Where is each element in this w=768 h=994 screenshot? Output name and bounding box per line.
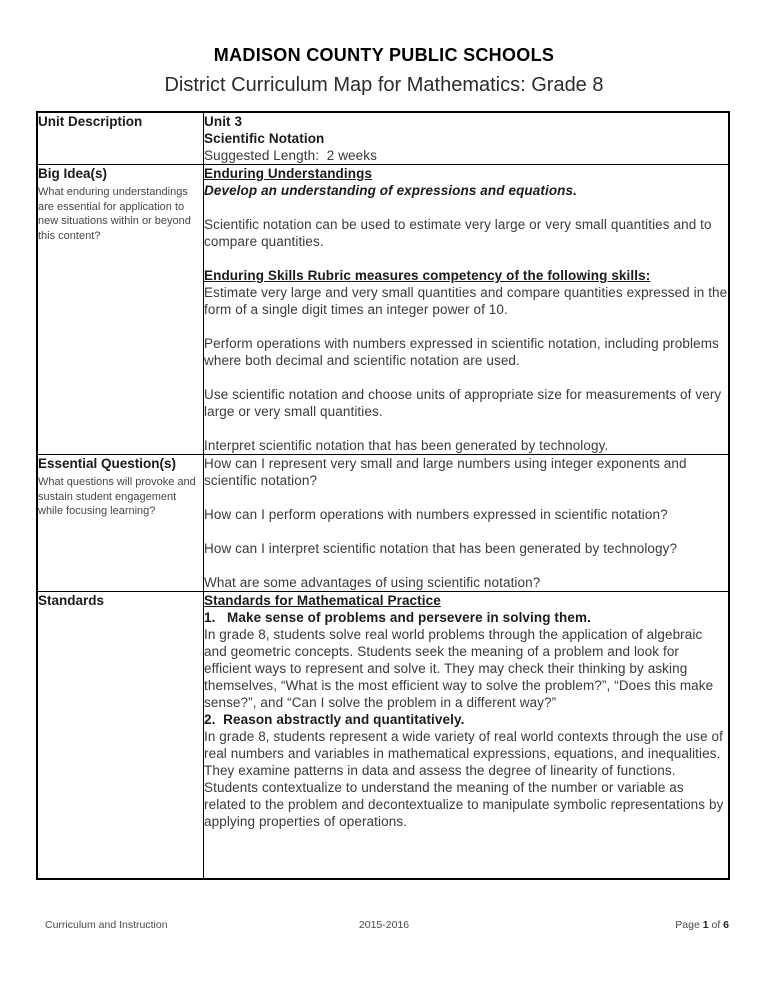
table-row-standards bbox=[37, 592, 729, 880]
row-content-cell bbox=[204, 455, 730, 592]
paragraph: Enduring Skills Rubric measures competency of the following skills: bbox=[204, 268, 651, 283]
paragraph: How can I interpret scientific notation that has been generated by technology? bbox=[204, 541, 678, 556]
row-note: What enduring understandings are essential for application to new situations within or beyond this content? bbox=[38, 186, 191, 242]
row-label-cell bbox=[37, 592, 204, 880]
paragraph: Enduring Understandings bbox=[204, 166, 373, 181]
paragraph: Scientific Notation bbox=[204, 131, 325, 146]
row-content-cell bbox=[204, 165, 730, 455]
row-label: Unit Description bbox=[38, 114, 143, 129]
paragraph: Interpret scientific notation that has been generated by technology. bbox=[204, 438, 609, 453]
paragraph: Use scientific notation and choose units of appropriate size for measurements of very large or very small quantities. bbox=[204, 387, 726, 419]
paragraph-spacer bbox=[204, 250, 728, 267]
paragraph-spacer bbox=[204, 318, 728, 335]
table-row-big-ideas bbox=[37, 165, 729, 455]
row-note: What questions will provoke and sustain student engagement while focusing learning? bbox=[38, 476, 196, 517]
footer-page-indicator bbox=[675, 919, 729, 932]
paragraph: Suggested Length: 2 weeks bbox=[204, 148, 377, 163]
row-content bbox=[204, 592, 728, 878]
paragraph: How can I perform operations with numbers expressed in scientific notation? bbox=[204, 507, 668, 522]
paragraph-spacer bbox=[204, 420, 728, 437]
row-content-cell bbox=[204, 592, 730, 880]
paragraph-spacer bbox=[204, 557, 728, 574]
paragraph: Estimate very large and very small quantities and compare quantities expressed in the form of a single digit times an integer power of 10. bbox=[204, 285, 732, 317]
row-label-cell bbox=[37, 112, 204, 165]
footer-of-label: of bbox=[708, 919, 724, 931]
footer-center-text: 2015-2016 bbox=[358, 919, 410, 931]
row-label: Big Idea(s) bbox=[38, 166, 108, 181]
paragraph: What are some advantages of using scientific notation? bbox=[204, 575, 541, 590]
paragraph: 1. Make sense of problems and persevere in solving them. bbox=[204, 610, 591, 625]
row-label-cell bbox=[37, 165, 204, 455]
curriculum-table bbox=[36, 111, 730, 880]
document-title: MADISON COUNTY PUBLIC SCHOOLS bbox=[213, 45, 555, 65]
paragraph: 2. Reason abstractly and quantitatively. bbox=[204, 712, 465, 727]
footer-page-number: 1 bbox=[702, 919, 709, 931]
paragraph: Unit 3 bbox=[204, 114, 243, 129]
paragraph-spacer bbox=[204, 199, 728, 216]
row-content-cell bbox=[204, 112, 730, 165]
row-label: Essential Question(s) bbox=[38, 456, 177, 471]
paragraph: In grade 8, students represent a wide variety of real world contexts through the use of real numbers and variables in mathematical expressions, equations, and inequalities. They examine patterns in data and assess the degree of linearity of functions. Students contextualize to understand the meaning of the number or variable as related to the problem and decontextualize to manipulate symbolic representations by applying properties of operations. bbox=[204, 729, 728, 829]
paragraph: Develop an understanding of expressions and equations. bbox=[204, 183, 577, 198]
row-content bbox=[204, 455, 728, 591]
paragraph: Scientific notation can be used to estimate very large or very small quantities and to compare quantities. bbox=[204, 217, 716, 249]
footer-left-text: Curriculum and Instruction bbox=[45, 919, 168, 931]
paragraph-spacer bbox=[204, 489, 728, 506]
table-row-unit-description bbox=[37, 112, 729, 165]
paragraph: In grade 8, students solve real world problems through the application of algebraic and geometric concepts. Students seek the meaning of a problem and look for efficient ways to represent and solve it. They may check their thinking by asking themselves, “What is the most efficient way to solve the problem?”, “Does this make sense?”, and “Can I solve the problem in a different way?” bbox=[204, 627, 718, 710]
table-row-essential-questions bbox=[37, 455, 729, 592]
row-content bbox=[204, 165, 732, 454]
paragraph: How can I represent very small and large numbers using integer exponents and scientific notation? bbox=[204, 456, 691, 488]
footer-page-label: Page bbox=[675, 919, 703, 931]
row-label-cell bbox=[37, 455, 204, 592]
paragraph: Perform operations with numbers expressed in scientific notation, including problems where both decimal and scientific notation are used. bbox=[204, 336, 723, 368]
paragraph-spacer bbox=[204, 523, 728, 540]
document-subtitle: District Curriculum Map for Mathematics: Grade 8 bbox=[164, 74, 604, 96]
row-label: Standards bbox=[38, 593, 105, 608]
paragraph: Standards for Mathematical Practice bbox=[204, 593, 441, 608]
row-content bbox=[204, 113, 728, 164]
footer-page-total: 6 bbox=[723, 919, 729, 931]
paragraph-spacer bbox=[204, 369, 728, 386]
